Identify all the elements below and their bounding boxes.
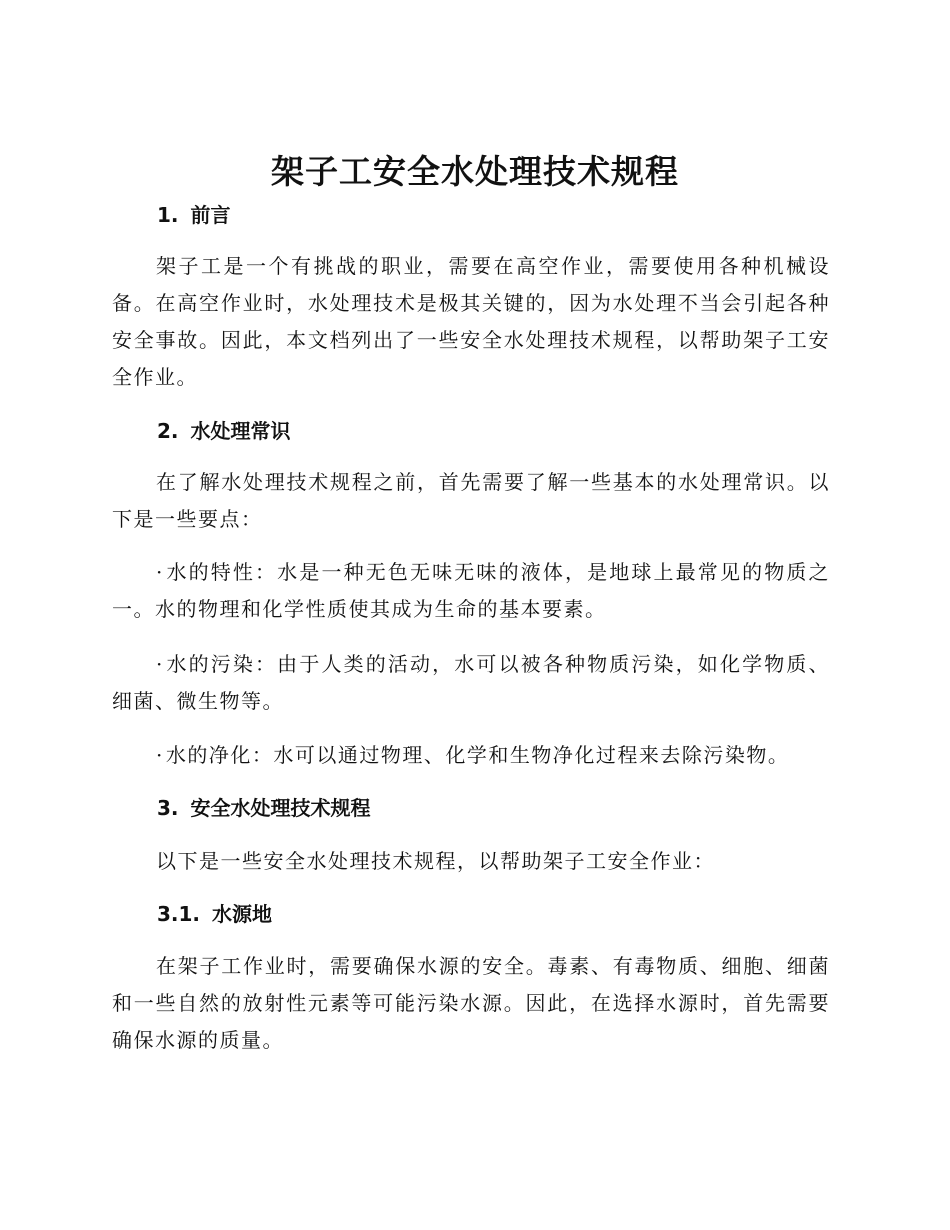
- section-heading-3-1: [157, 899, 272, 929]
- paragraph-water-basics: 在了解水处理技术规程之前，首先需要了解一些基本的水处理常识。以下是一些要点：: [112, 470, 830, 531]
- section-title: 水源地: [212, 902, 273, 926]
- bullet-text: 水的污染：由于人类的活动，水可以被各种物质污染，如化学物质、细菌、微生物等。: [112, 652, 830, 713]
- section-heading-1: [157, 200, 231, 230]
- section-number: 3.1.: [157, 902, 201, 926]
- section-number: 3.: [157, 796, 179, 820]
- bullet-item: [112, 737, 830, 774]
- paragraph-rules-intro: 以下是一些安全水处理技术规程，以帮助架子工安全作业：: [156, 849, 715, 873]
- bullet-item: [112, 646, 830, 720]
- section-title: 安全水处理技术规程: [190, 796, 371, 820]
- paragraph-water-source: 在架子工作业时，需要确保水源的安全。毒素、有毒物质、细胞、细菌和一些自然的放射性元素等可能污染水源。因此，在选择水源时，首先需要确保水源的质量。: [112, 954, 830, 1052]
- section-number: 2.: [157, 419, 179, 443]
- paragraph-intro: 架子工是一个有挑战的职业，需要在高空作业，需要使用各种机械设备。在高空作业时，水处理技术是极其关键的，因为水处理不当会引起各种安全事故。因此，本文档列出了一些安全水处理技术规程，以帮助架子工安全作业。: [112, 254, 830, 389]
- bullet-marker: ·: [156, 743, 164, 767]
- bullet-text: 水的特性：水是一种无色无味无味的液体，是地球上最常见的物质之一。水的物理和化学性质使其成为生命的基本要素。: [112, 560, 830, 621]
- section-number: 1.: [157, 203, 179, 227]
- section-heading-2: [157, 416, 291, 446]
- bullet-marker: ·: [156, 560, 164, 584]
- bullet-item: [112, 554, 830, 628]
- bullet-text: 水的净化：水可以通过物理、化学和生物净化过程来去除污染物。: [165, 743, 790, 767]
- section-title: 水处理常识: [190, 419, 291, 443]
- section-title: 前言: [190, 203, 231, 227]
- section-heading-3: [157, 793, 371, 823]
- document-title: 架子工安全水处理技术规程: [271, 152, 679, 191]
- bullet-marker: ·: [156, 652, 164, 676]
